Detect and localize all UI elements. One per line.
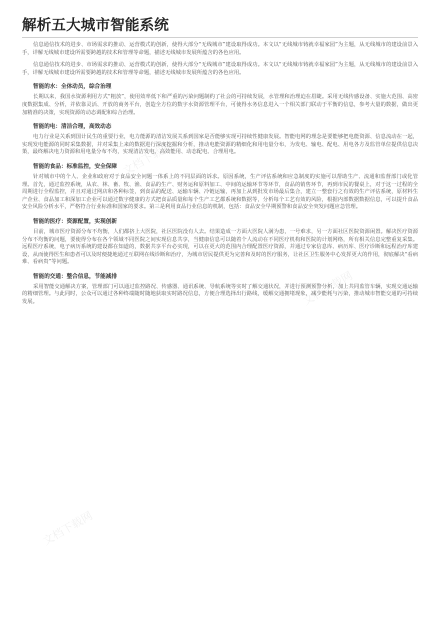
- document-title: 解析五大城市智能系统: [22, 18, 169, 34]
- section-heading: 智能的电：清洁合理，高效动态: [33, 124, 112, 131]
- section-paragraph: 电力行业是关系到国计民生的重要行业，电力能源的清洁发展关系到国家是否能够实现可持续性健康发展。智能电网的理念是要能够把电能资源、信息流动在一起，实现发电能源的同时采集数据，并对采集上来的数据进行深度挖掘和分析，推动电能资源的精细化和用电量分布，为发电、输电、配电、用电各方及监管单位提供信息决策，最终解决电力资源和用电量分布不均，实现清洁发电、高效能用、动态配电、合理用电。: [22, 134, 418, 156]
- section-food: [22, 163, 418, 212]
- watermark: 文档下载网: [40, 509, 95, 548]
- section-traffic: [22, 273, 418, 307]
- section-heading: 智能的食品：标准监控，安全保障: [33, 163, 117, 170]
- section-paragraph: 针对城市中的个人、企业和政府对于食品安全问题一体系上的不同层面的诉求。原因系统，生产评估系统和应急制度的实施可以帮助生产、流通和监督部门或化管理。首先，通过监控系统，从农、林、畜、牧、渔、食品的生产、财务运和原料加工、中间的运输环节等环节，食品的销售环节，再到市民的餐桌上，对于这一过程的全周期进行全程监控，并且对通过网店和各种标签，到食品的配送、运输车辆、冷链运输，再加上从到批发市场最后集合，建立一整套行之有效的生产评估系统，原材料生产企业、食品加工和深加工企业可以通过数字健康的方式把食品质量和每个生产工艺都系统和数据等，分析每个工艺有效的风险，根据内部数据数据信息，可以提升食品安全风险分析水平，严格符合行业标准和国家的要求。第三是利用食品行业信息的机制，包括：食品安全早期预警和食品安全突发问题应急管理。: [22, 173, 418, 211]
- intro-paragraph: 信息通信技术的进步、市场需求的推动、运营模式的创新，使得大部分“无线城市”建设取得成功。本文以“无线城市铸就幸福家园”为主题，从无线城市的建设前景入手，详解无线城市建设所需要跨越的技术和管理等命题，描述无线城市发展所蕴含的各色应用。: [22, 42, 418, 56]
- section-heading: 智能的医疗：资源配置，实现创新: [33, 218, 117, 225]
- document-body: [22, 42, 418, 307]
- section-heading: 智能的交通：整合信息，节能减排: [33, 273, 117, 280]
- section-paragraph: 长期以来，我国水资源利用方式“粗放”，使用效率低下和严重的污染问题制约了社会的可持续发展，水管理和治理迫在眉睫。采用无线传感设备、实施大范围、高密度数据集成、分析，并依靠灵活、开放的商务平台，创造全方位的数字水资源管理平台，可使得水务信息进入一个相关部门联动于平衡的信息，参考大量的数据，做出更加精准的决策，实现资源的动态调配和综合治理。: [22, 94, 418, 116]
- section-heading: 智能的水：全体动员，综合治理: [33, 84, 112, 91]
- section-water: [22, 83, 418, 117]
- section-power: [22, 123, 418, 157]
- watermark: 文档下载网: [300, 269, 355, 308]
- section-paragraph: 目前，城市医疗资源分布不均衡，人们都挤上大医院，社区医院没有人去。结果造成一方面大医院人满为患，一号难求，另一方面社区医院资源闲置。解决医疗资源分布不均衡的问题，要使得分布在各个领域不同医院之间实现信息共享，当健康信息可以随着个人流动在不同医疗机构和医院的计划网络，所有相关信息完整重复采集。远程医疗系统，电子病历系统的建设都在知道的，数据共享平台必实现，可以在更大的范围内合理配置医疗资源，并通过专家信息库、病历库、医疗诊断和远程治疗库建设，从而使得医生和患者可以及时便捷地通过互联网在线诊断和治疗，为城市居民提供更为完善和及时的医疗服务，让社区卫生服务中心发挥更大的作用，彻底解决“看病难、看病贵”等问题。: [22, 228, 418, 266]
- section-paragraph: 采用智能交通解决方案，管理部门可以通过监控路况、传感器、通讯系统、导航系统等实时了解交通状况，并进行预测预警分析，加上共同监管车辆，实现交通运输的精细管理。与此同时，公众可以通过各种终端随时随地获取实时路况信息，方便合理选择出行路线，缓解交通拥堵现象，减少能耗与污染，推动城市智能交通的可持续发展。: [22, 283, 418, 306]
- title-divider: [22, 37, 418, 38]
- intro-paragraph-repeat: 信息通信技术的进步、市场需求的推动、运营模式的创新，使得大部分“无线城市”建设取得成功。本文以“无线城市铸就幸福家园”为主题，从无线城市的建设前景入手，详解无线城市建设所需要跨越的技术和管理等命题，描述无线城市发展所蕴含的各色应用。: [22, 62, 418, 76]
- section-medical: [22, 218, 418, 267]
- watermark: 文档下载网: [120, 139, 175, 178]
